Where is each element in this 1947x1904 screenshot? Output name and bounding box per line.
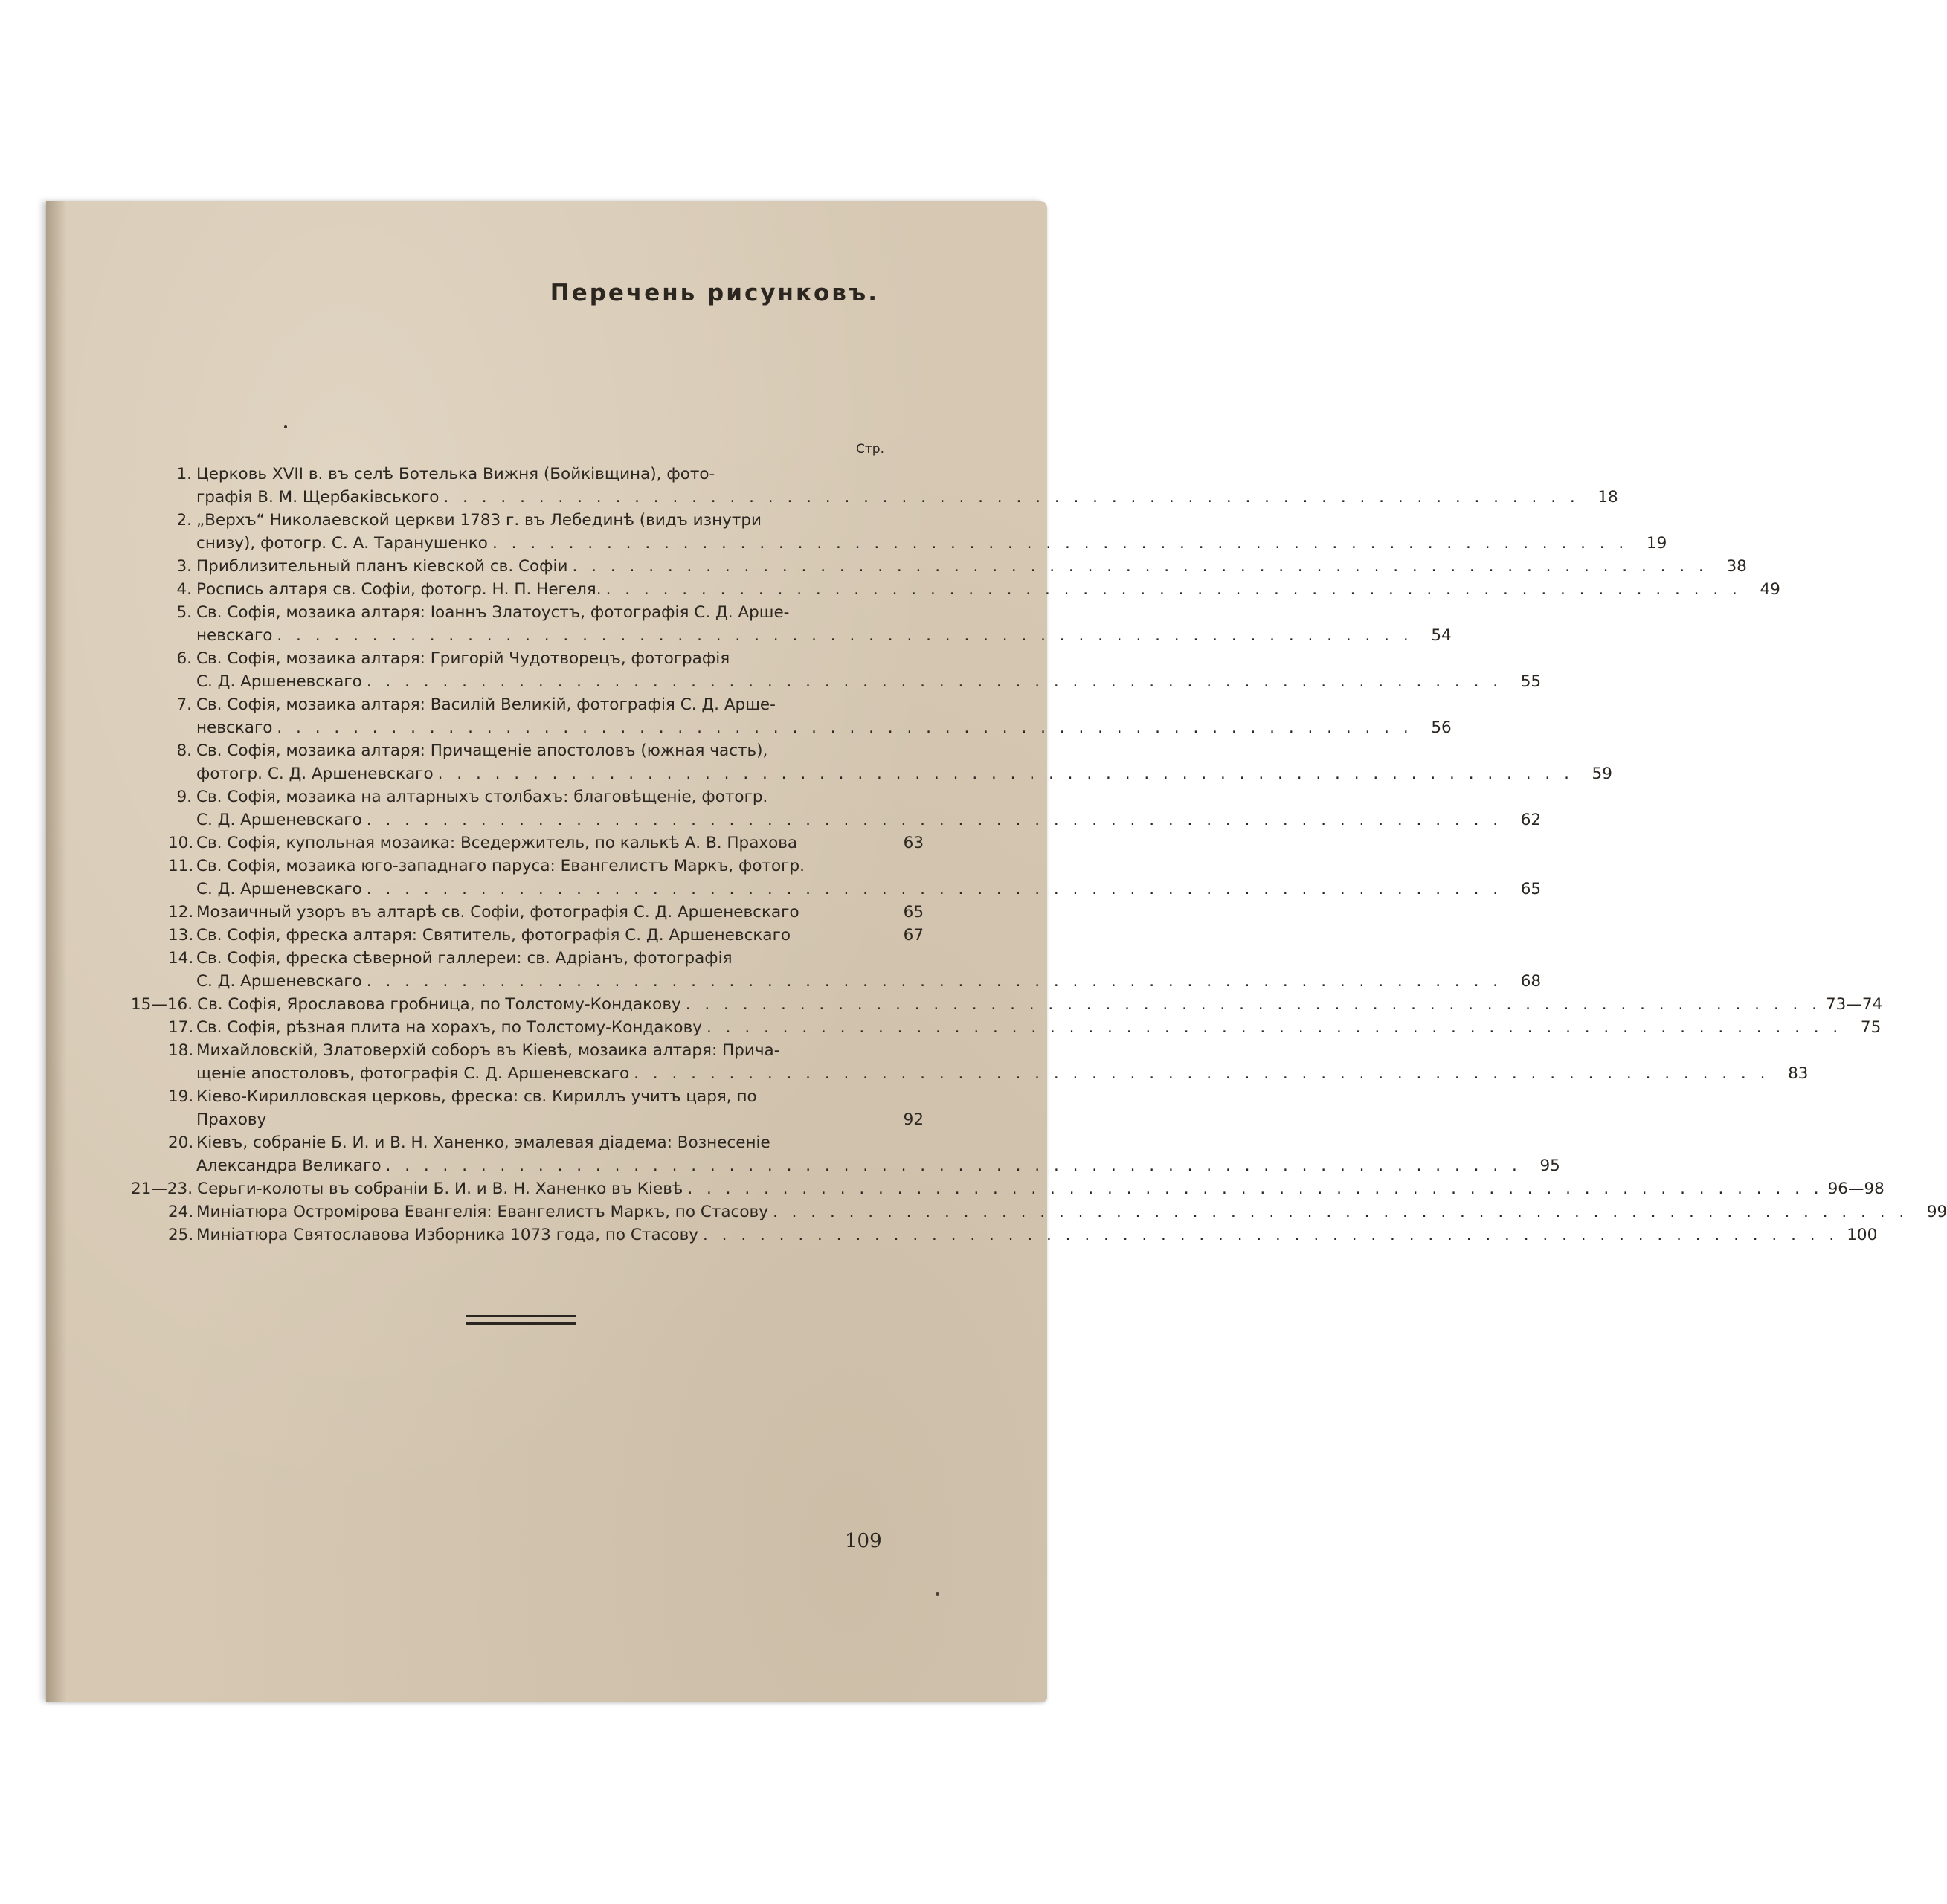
entry-text-line: Миніатюра Святославова Изборника 1073 года, по Стасову [196,1226,698,1244]
dot-leader: . . . . . . . . . . . . . . . . . . . . . . . . . . . . . . . . . . . . . . . . . . . . . . . . . . . . . . . . . . . . [366,811,1503,829]
dot-leader: . . . . . . . . . . . . . . . . . . . . . . . . . . . . . . . . . . . . . . . . . . . . . . . . . . . . . . . . . . . . [572,557,1708,576]
divider-rule-bottom [466,1322,576,1325]
entry-body [196,1223,1877,1247]
entry-number: 19. [168,1087,194,1106]
entry-last-line [196,832,924,855]
entry-body [196,601,1452,647]
entry-page-number: 92 [903,1110,924,1129]
dot-leader: . . . . . . . . . . . . . . . . . . . . . . . . . . . . . . . . . . . . . . . . . . . . . . . . . . . . . . . . . . . . [706,1018,1843,1037]
toc-entry [168,1223,1878,1247]
entry-text-line: Приблизительный планъ кіевской св. Софіи [196,557,568,576]
dot-leader: . . . . . . . . . . . . . . . . . . . . . . . . . . . . . . . . . . . . . . . . . . . . . . . . . . . . . . . . . . . . [605,580,1742,599]
dot-leader: . . . . . . . . . . . . . . . . . . . . . . . . . . . . . . . . . . . . . . . . . . . . . . . . . . . . . . . . . . . . [634,1064,1770,1083]
entry-number: 12. [168,903,194,922]
entry-text-line: невскаго [196,626,273,645]
entry-body [196,578,1780,601]
toc-entry [168,509,1667,555]
entry-body [196,693,1452,739]
entry-last-line [196,1200,1947,1223]
toc-entry [168,555,1747,578]
entry-body [196,463,1618,509]
entry-page-number: 54 [1431,626,1452,645]
entry-text-line: Кіевъ, собраніе Б. И. и В. Н. Ханенко, эмалевая діадема: Вознесеніе [196,1133,770,1152]
entry-number: 9. [176,788,192,806]
toc-entry [168,693,1452,739]
entry-last-line [196,716,1452,739]
entry-number: 4. [176,580,192,599]
toc-entry [168,1016,1882,1039]
entry-body [196,1039,1808,1085]
entry-text-line: Св. Софія, мозаика алтаря: Іоаннъ Златоустъ, фотографія С. Д. Арше- [196,603,790,622]
toc-entry [168,578,1780,601]
entry-text-line: С. Д. Аршеневскаго [196,811,362,829]
entry-page-number: 67 [903,926,924,945]
ink-speck [936,1592,939,1596]
ink-speck [284,425,287,428]
entry-number: 7. [176,695,192,714]
entry-body [196,739,1612,785]
dot-leader [797,832,885,855]
entry-text-line: графія В. М. Щербаківського [196,488,440,506]
entry-last-line [196,578,1780,601]
dot-leader: . . . . . . . . . . . . . . . . . . . . . . . . . . . . . . . . . . . . . . . . . . . . . . . . . . . . . . . . . . . . [366,972,1503,991]
toc-entry [168,855,1542,901]
dot-leader: . . . . . . . . . . . . . . . . . . . . . . . . . . . . . . . . . . . . . . . . . . . . . . . . . . . . . . . . . . . . [385,1157,1522,1175]
entry-page-number: 59 [1592,765,1612,783]
entry-last-line [196,924,924,947]
dot-leader [266,1108,885,1131]
entry-text-line: С. Д. Аршеневскаго [196,972,362,991]
toc-entry [168,901,924,924]
entry-page-number: 63 [903,834,924,852]
entry-page-number: 38 [1726,557,1747,576]
entry-text-line: снизу), фотогр. С. А. Таранушенко [196,534,488,553]
entry-last-line [196,878,1541,901]
entry-body [196,1200,1947,1223]
entry-number: 24. [168,1203,194,1221]
toc-entry [168,601,1452,647]
entry-last-line [196,555,1747,578]
entry-last-line [196,1108,924,1131]
entry-body [196,785,1541,832]
entry-last-line [196,624,1452,647]
entry-body [196,924,924,947]
entry-page-number: 95 [1539,1157,1560,1175]
entry-page-number: 65 [1520,880,1542,898]
entry-text-line: Св. Софія, купольная мозаика: Вседержитель, по калькѣ А. В. Прахова [196,834,798,852]
entry-number: 11. [168,857,194,875]
toc-entry [168,1200,1947,1223]
entry-number: 6. [176,649,192,668]
entry-body [196,832,924,855]
toc-entry [131,1177,1885,1200]
entry-body [196,947,1541,993]
dot-leader [791,924,885,947]
dot-leader: . . . . . . . . . . . . . . . . . . . . . . . . . . . . . . . . . . . . . . . . . . . . . . . . . . . . . . . . . . . . [443,488,1580,506]
entry-last-line [197,993,1883,1016]
entry-text-line: Св. Софія, Ярославова гробница, по Толстому-Кондакову [197,995,681,1014]
entry-number: 21—23. [131,1180,193,1198]
entry-text-line: Св. Софія, рѣзная плита на хорахъ, по Толстому-Кондакову [196,1018,702,1037]
toc-entry [168,739,1612,785]
toc-entry [168,1085,924,1131]
entry-text-line: Св. Софія, фреска сѣверной галлереи: св. Адріанъ, фотографія [196,949,733,968]
entry-body [196,1131,1560,1177]
entry-page-number: 73—74 [1826,995,1883,1014]
entry-last-line [196,1062,1808,1085]
dot-leader: . . . . . . . . . . . . . . . . . . . . . . . . . . . . . . . . . . . . . . . . . . . . . . . . . . . . . . . . . . . . [492,534,1629,553]
entry-page-number: 18 [1597,488,1618,506]
entry-last-line [196,762,1612,785]
entry-last-line [197,1177,1885,1200]
entry-page-number: 96—98 [1827,1180,1885,1198]
entry-text-line: С. Д. Аршеневскаго [196,672,362,691]
entry-page-number: 65 [903,903,924,922]
entry-number: 17. [168,1018,194,1037]
entry-text-line: Св. Софія, фреска алтаря: Святитель, фотографія С. Д. Аршеневскаго [196,926,791,945]
entry-number: 8. [176,742,192,760]
dot-leader: . . . . . . . . . . . . . . . . . . . . . . . . . . . . . . . . . . . . . . . . . . . . . . . . . . . . . . . . . . . . [702,1226,1839,1244]
toc-entry [168,785,1542,832]
entry-page-number: 75 [1860,1018,1882,1037]
dot-leader: . . . . . . . . . . . . . . . . . . . . . . . . . . . . . . . . . . . . . . . . . . . . . . . . . . . . . . . . . . . . [772,1203,1909,1221]
entry-last-line [196,670,1541,693]
entry-text-line: Св. Софія, мозаика на алтарныхъ столбахъ: благовѣщеніе, фотогр. [196,788,768,806]
entry-last-line [196,970,1541,993]
entry-number: 2. [176,511,192,530]
entry-text-line: щеніе апостоловъ, фотографія С. Д. Аршеневскаго [196,1064,630,1083]
entry-text-line: Св. Софія, мозаика алтаря: Василій Великій, фотографія С. Д. Арше- [196,695,776,714]
toc-entry [168,947,1542,993]
entry-text-line: Серьги-колоты въ собраніи Б. И. и В. Н. Ханенко въ Кіевѣ [197,1180,683,1198]
entry-number: 18. [168,1041,194,1060]
entry-number: 1. [176,465,192,483]
toc-entry [168,924,924,947]
dot-leader: . . . . . . . . . . . . . . . . . . . . . . . . . . . . . . . . . . . . . . . . . . . . . . . . . . . . . . . . . . . . [437,765,1574,783]
entry-body [196,647,1541,693]
entry-number: 3. [176,557,192,576]
divider-rule-top [466,1315,576,1317]
entry-text-line: Св. Софія, мозаика алтаря: Григорій Чудотворецъ, фотографія [196,649,730,668]
toc-entry [168,1131,1560,1177]
entry-body [196,509,1667,555]
entry-last-line [196,1016,1881,1039]
entry-page-number: 55 [1520,672,1542,691]
entry-text-line: Св. Софія, мозаика юго-западнаго паруса: Евангелистъ Маркъ, фотогр. [196,857,805,875]
book-page [46,201,1947,1702]
entry-text-line: Миніатюра Остромірова Евангелія: Евангелистъ Маркъ, по Стасову [196,1203,768,1221]
entry-text-line: Роспись алтаря св. Софіи, фотогр. Н. П. Негеля. [196,580,602,599]
page-column-header: Стр. [856,442,884,457]
list-of-illustrations [131,463,1947,1247]
entry-body [196,1016,1881,1039]
entry-text-line: невскаго [196,718,273,737]
entry-text-line: Мозаичный узоръ въ алтарѣ св. Софіи, фотографія С. Д. Аршеневскаго [196,903,799,922]
entry-number: 10. [168,834,194,852]
entry-number: 13. [168,926,194,945]
toc-entry [131,993,1883,1016]
toc-entry [168,463,1618,509]
entry-last-line [196,486,1618,509]
dot-leader: . . . . . . . . . . . . . . . . . . . . . . . . . . . . . . . . . . . . . . . . . . . . . . . . . . . . . . . . . . . . [277,626,1413,645]
entry-page-number: 56 [1431,718,1452,737]
page-title: Перечень рисунковъ. [550,280,879,306]
entry-body [197,993,1883,1016]
dot-leader: . . . . . . . . . . . . . . . . . . . . . . . . . . . . . . . . . . . . . . . . . . . . . . . . . . . . . . . . . . . . [366,880,1503,898]
entry-text-line: Александра Великаго [196,1157,382,1175]
entry-number: 20. [168,1133,194,1152]
toc-entry [168,1039,1809,1085]
entry-body [196,1085,924,1131]
entry-text-line: фотогр. С. Д. Аршеневскаго [196,765,434,783]
dot-leader: . . . . . . . . . . . . . . . . . . . . . . . . . . . . . . . . . . . . . . . . . . . . . . . . . . . . . . . . . . . . [277,718,1413,737]
toc-entry [168,832,924,855]
entry-body [196,855,1541,901]
entry-body [196,555,1747,578]
entry-page-number: 83 [1788,1064,1809,1083]
entry-text-line: Церковь XVII в. въ селѣ Ботелька Вижня (Бойківщина), фото- [196,465,715,483]
entry-page-number: 100 [1847,1226,1878,1244]
entry-page-number: 49 [1760,580,1780,599]
entry-body [196,901,924,924]
entry-number: 5. [176,603,192,622]
entry-page-number: 62 [1520,811,1542,829]
entry-text-line: Михайловскій, Златоверхій соборъ въ Кіевѣ, мозаика алтаря: Прича- [196,1041,780,1060]
entry-text-line: „Верхъ“ Николаевской церкви 1783 г. въ Лебединѣ (видъ изнутри [196,511,762,530]
entry-last-line [196,808,1541,832]
dot-leader: . . . . . . . . . . . . . . . . . . . . . . . . . . . . . . . . . . . . . . . . . . . . . . . . . . . . . . . . . . . . [687,1180,1824,1198]
entry-last-line [196,901,924,924]
dot-leader: . . . . . . . . . . . . . . . . . . . . . . . . . . . . . . . . . . . . . . . . . . . . . . . . . . . . . . . . . . . . [366,672,1503,691]
toc-entry [168,647,1542,693]
entry-last-line [196,1154,1560,1177]
dot-leader [799,901,885,924]
entry-text-line: Св. Софія, мозаика алтаря: Причащеніе апостоловъ (южная часть), [196,742,768,760]
entry-page-number: 68 [1520,972,1542,991]
entry-page-number: 19 [1646,534,1667,553]
entry-body [197,1177,1885,1200]
entry-last-line [196,532,1667,555]
entry-number: 25. [168,1226,194,1244]
dot-leader: . . . . . . . . . . . . . . . . . . . . . . . . . . . . . . . . . . . . . . . . . . . . . . . . . . . . . . . . . . . . [685,995,1821,1014]
entry-last-line [196,1223,1877,1247]
entry-number: 15—16. [131,995,193,1014]
page-number: 109 [845,1530,882,1552]
entry-page-number: 99 [1926,1203,1947,1221]
entry-number: 14. [168,949,194,968]
entry-text-line: Кіево-Кирилловская церковь, фреска: св. Кириллъ учитъ царя, по [196,1087,757,1106]
entry-text-line: Прахову [196,1110,267,1129]
entry-text-line: С. Д. Аршеневскаго [196,880,362,898]
